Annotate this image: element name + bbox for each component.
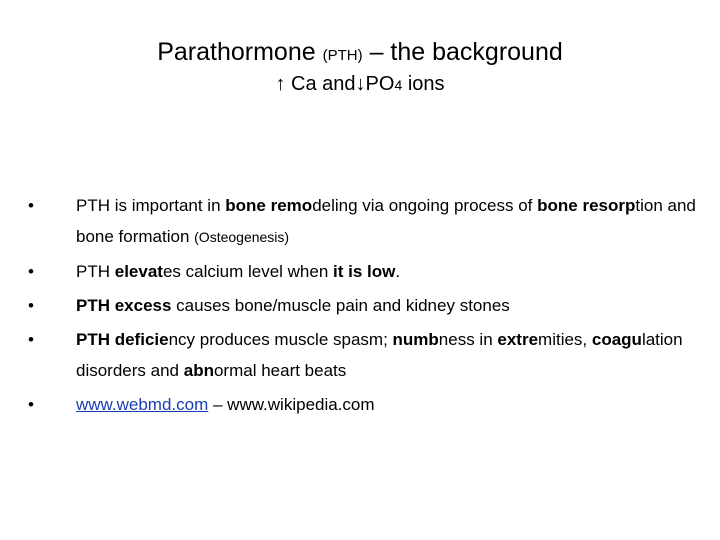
bullet-bold-text: coagu (591, 330, 642, 349)
bullet-icon: • (28, 330, 34, 349)
up-arrow-icon: ↑ (275, 73, 286, 95)
bullet-bold-text: abn (183, 361, 214, 380)
bullet-item (28, 389, 698, 420)
bullet-text: PTH is important in (76, 196, 226, 215)
bullet-bold-text: elevat (114, 262, 163, 281)
bullet-text: ness in (438, 330, 498, 349)
slide-subtitle (0, 70, 720, 99)
bullet-icon: • (28, 196, 34, 215)
bullet-list (28, 190, 698, 423)
bullet-icon: • (28, 296, 34, 315)
bullet-text: ormal heart beats (213, 361, 347, 380)
bullet-bold-text: bone (225, 196, 266, 215)
bullet-bold-text: PTH excess (76, 296, 172, 315)
down-arrow-icon: ↓ (355, 73, 366, 95)
webmd-link[interactable]: www.webmd.com (76, 395, 209, 414)
bullet-text: lation disorders and (76, 330, 683, 380)
title-rest: – the background (369, 38, 563, 66)
slide-title (0, 36, 720, 72)
subtitle-po: PO (365, 73, 395, 95)
subtitle-po-subscript: 4 (394, 77, 403, 93)
bullet-text: ncy produces muscle spasm; (168, 330, 393, 349)
bullet-bold-text: PTH deficie (76, 330, 169, 349)
bullet-bold-text: it is low (333, 262, 396, 281)
bullet-text: mities, (538, 330, 592, 349)
title-abbr: (PTH) (322, 47, 363, 64)
bullet-item (28, 324, 698, 386)
bullet-text: deling via ongoing process of (312, 196, 538, 215)
bullet-icon: • (28, 262, 34, 281)
bullet-bold-text: extre (497, 330, 539, 349)
subtitle-ca: Ca and (291, 73, 356, 95)
bullet-item (28, 190, 698, 253)
bullet-bold-text: resorp (582, 196, 636, 215)
bullet-text: . (395, 262, 401, 281)
bullet-text: tion and bone formation (76, 196, 696, 246)
bullet-item (28, 256, 698, 287)
bullet-bold-text: bone (537, 196, 578, 215)
bullet-icon: • (28, 395, 34, 414)
bullet-small-text: (Osteogenesis) (194, 229, 290, 245)
subtitle-ions: ions (407, 73, 445, 95)
title-main: Parathormone (157, 38, 316, 66)
bullet-text: PTH (76, 262, 115, 281)
bullet-text: – www.wikipedia.com (208, 395, 375, 414)
bullet-bold-text: remo (270, 196, 313, 215)
bullet-bold-text: numb (392, 330, 439, 349)
bullet-item (28, 290, 698, 321)
bullet-text: es calcium level when (162, 262, 334, 281)
bullet-text: causes bone/muscle pain and kidney stones (171, 296, 510, 315)
